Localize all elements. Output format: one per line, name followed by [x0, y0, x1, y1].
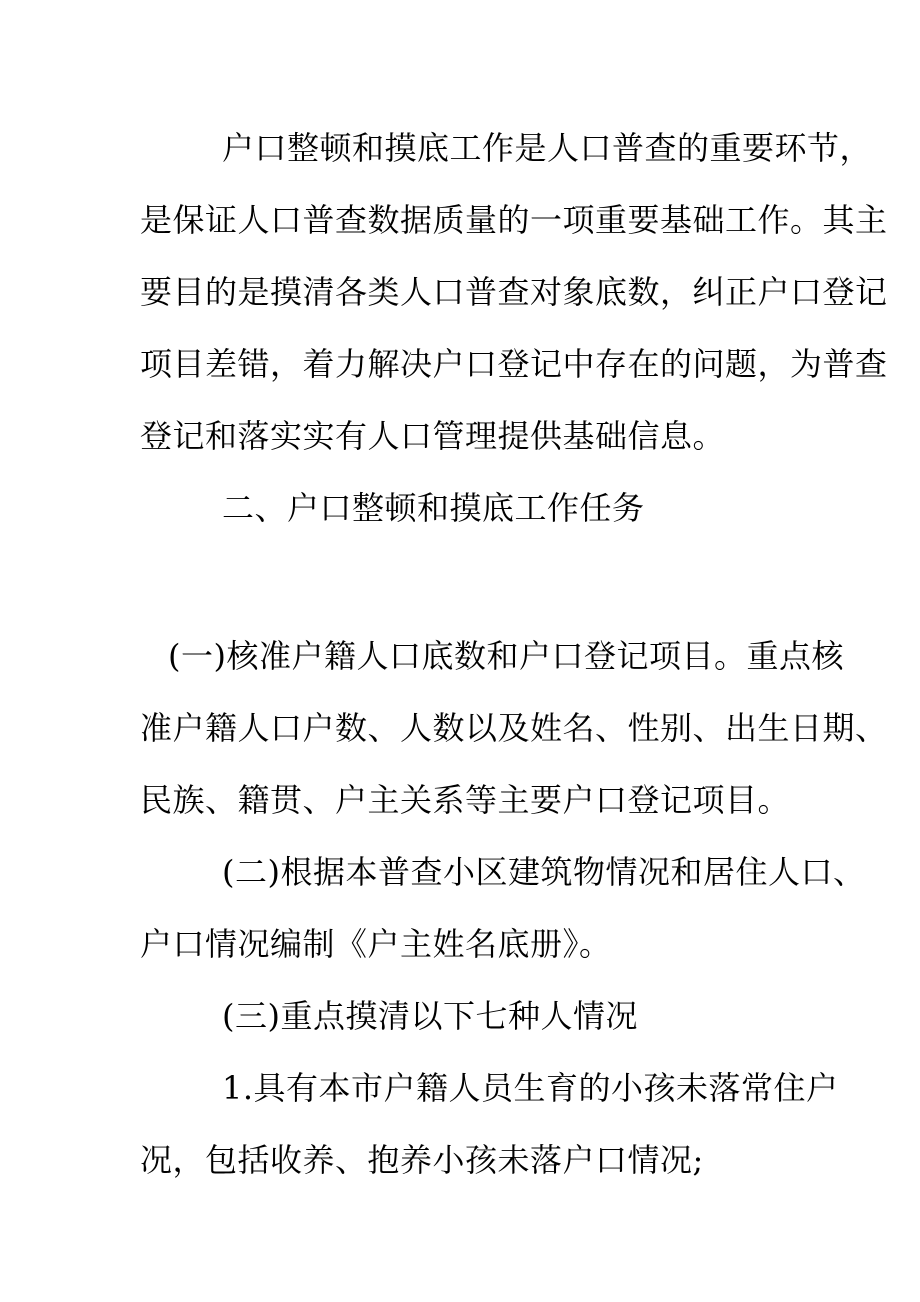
item-1-line-1: (一)核准户籍人口底数和户口登记项目。重点核: [168, 637, 844, 675]
paragraph-1-line-5: 登记和落实实有人口管理提供基础信息。: [140, 417, 726, 455]
item-2-line-2: 户口情况编制《户主姓名底册》。: [140, 925, 612, 963]
paragraph-1-line-1: 户口整顿和摸底工作是人口普查的重要环节，: [222, 129, 873, 167]
section-heading: 二、户口整顿和摸底工作任务: [222, 489, 645, 527]
subitem-1-line-2: 况，包括收养、抱养小孩未落户口情况;: [140, 1141, 704, 1179]
item-1-line-2: 准户籍人口户数、人数以及姓名、性别、出生日期、: [140, 709, 888, 747]
paragraph-1-line-3: 要目的是摸清各类人口普查对象底数，纠正户口登记: [140, 273, 888, 311]
item-1-line-3: 民族、籍贯、户主关系等主要户口登记项目。: [140, 781, 791, 819]
paragraph-1-line-2: 是保证人口普查数据质量的一项重要基础工作。其主: [140, 201, 888, 239]
subitem-1-line-1: 1.具有本市户籍人员生育的小孩未落常住户: [222, 1069, 839, 1107]
paragraph-1-line-4: 项目差错，着力解决户口登记中存在的问题，为普查: [140, 345, 888, 383]
item-2-line-1: (二)根据本普查小区建筑物情况和居住人口、: [222, 853, 866, 891]
item-3-line-1: (三)重点摸清以下七种人情况: [222, 997, 638, 1035]
